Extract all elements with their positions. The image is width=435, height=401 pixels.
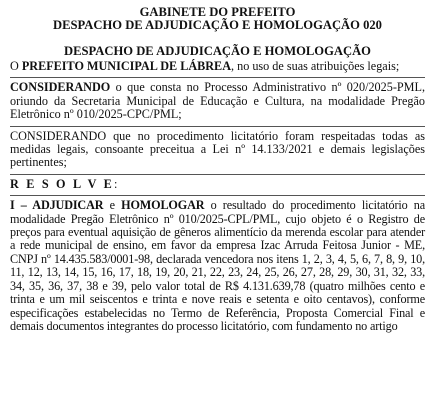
considering-process-text: o que consta no Processo Administrativo nº 020/2025-PML, oriundo da Secretaria Municipal de Educação e Cultura, na modalidade Pregão Eletrônico nº 010/2025-CPC/PML; — [10, 80, 425, 122]
adjudicate-text: o resultado do procedimento licitatório na modalidade Pregão Eletrônico nº 010/2025-CPL/PML, cujo objeto é o Registro de preços para eventual aquisição de gêneros alimentício da merenda escolar para atender a rede municipal de ensino, em favor da empresa Izac Arruda Feitosa Junior - ME, CNPJ nº 14.435.583/0001-98, declarada vencedora nos itens 1, 2, 3, 4, 5, 6, 7, 8, 9, 10, 11, 12, 13, 14, 15, 16, 17, 18, 19, 20, 21, 22, 23, 24, 25, 26, 27, 28, 29, 30, 31, 32, 33, 34, 35, 36, 37, 38 e 39, pelo valor total de R$ 4.131.639,78 (quatro milhões cento e trinta e um mil seiscentos e trinta e nove reais e setenta e oito centavos), conforme especificações estabelecidas no Termo de Referência, Proposta Comercial Final e demais documentos integrantes do processo licitatório, com fundamento no artigo — [10, 198, 425, 333]
office-heading: GABINETE DO PREFEITO — [139, 5, 296, 19]
paragraph-mayor — [10, 60, 425, 73]
adjudicate-keyword: I – ADJUDICAR — [10, 198, 104, 213]
paragraph-resolve — [10, 178, 425, 191]
adjudicate-conjunction: e — [103, 198, 122, 213]
resolve-colon: : — [114, 176, 118, 191]
resolve-keyword: R E S O L V E — [10, 176, 115, 191]
dispatch-number-heading: DESPACHO DE ADJUDICAÇÃO E HOMOLOGAÇÃO 020 — [53, 18, 382, 32]
divider — [10, 126, 425, 127]
paragraph-mayor-prefix: O — [10, 59, 22, 73]
divider — [10, 77, 425, 78]
paragraph-mayor-text: , no uso de suas atribuições legais; — [231, 59, 400, 73]
mayor-title: PREFEITO MUNICIPAL DE LÁBREA — [21, 59, 231, 73]
considering-keyword: CONSIDERANDO — [10, 80, 111, 95]
dispatch-title: DESPACHO DE ADJUDICAÇÃO E HOMOLOGAÇÃO — [64, 44, 371, 58]
homologate-keyword: HOMOLOGAR — [121, 198, 205, 213]
paragraph-adjudicate — [10, 199, 425, 333]
paragraph-considering-legal: CONSIDERANDO que no procedimento licitatório foram respeitadas todas as medidas legais, consoante preceitua a Lei nº 14.133/2021 e demais legislações pertinentes; — [10, 128, 425, 170]
divider — [10, 174, 425, 175]
paragraph-considering-process — [10, 81, 425, 121]
divider — [10, 195, 425, 196]
